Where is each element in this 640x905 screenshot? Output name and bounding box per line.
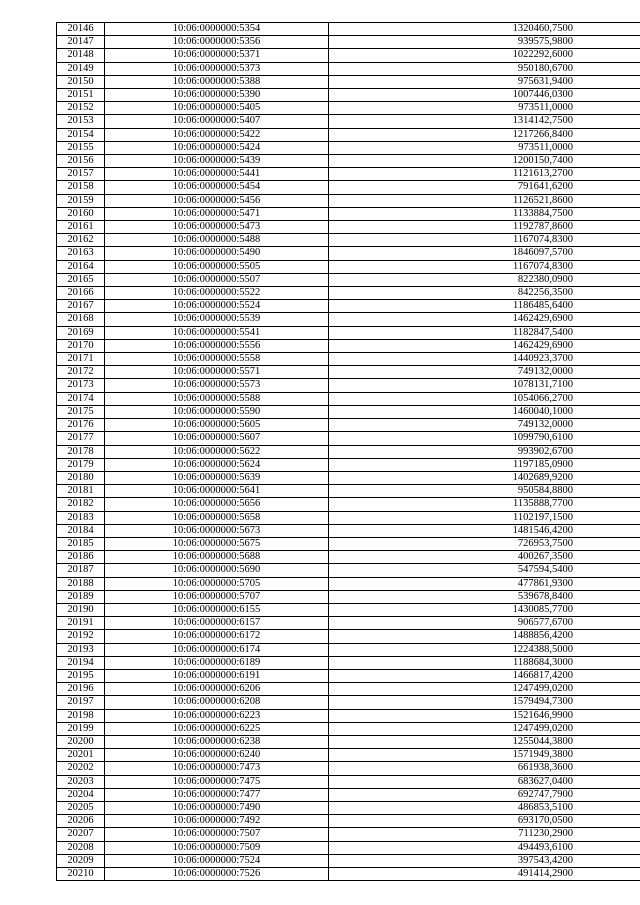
- value-cell: 1402689,9200: [329, 471, 640, 484]
- row-number-cell: 20168: [57, 313, 105, 326]
- row-number-cell: 20201: [57, 749, 105, 762]
- cadastral-number-cell: 10:06:0000000:5388: [105, 75, 329, 88]
- value-cell: 1224388,5000: [329, 643, 640, 656]
- value-cell: 1571949,3800: [329, 749, 640, 762]
- table-body: [57, 23, 640, 881]
- row-number-cell: 20205: [57, 801, 105, 814]
- row-number-cell: 20149: [57, 62, 105, 75]
- value-cell: 711230,2900: [329, 828, 640, 841]
- table-row: [57, 841, 640, 854]
- value-cell: 939575,9800: [329, 36, 640, 49]
- cadastral-number-cell: 10:06:0000000:6208: [105, 696, 329, 709]
- table-row: [57, 854, 640, 867]
- row-number-cell: 20146: [57, 23, 105, 36]
- cadastral-number-cell: 10:06:0000000:5539: [105, 313, 329, 326]
- table-row: [57, 339, 640, 352]
- row-number-cell: 20178: [57, 445, 105, 458]
- cadastral-number-cell: 10:06:0000000:5571: [105, 366, 329, 379]
- table-row: [57, 234, 640, 247]
- table-row: [57, 643, 640, 656]
- row-number-cell: 20190: [57, 603, 105, 616]
- cadastral-number-cell: 10:06:0000000:6240: [105, 749, 329, 762]
- value-cell: 1121613,2700: [329, 168, 640, 181]
- cadastral-number-cell: 10:06:0000000:5354: [105, 23, 329, 36]
- table-row: [57, 722, 640, 735]
- cadastral-number-cell: 10:06:0000000:7526: [105, 868, 329, 881]
- value-cell: 1481546,4200: [329, 524, 640, 537]
- table-row: [57, 603, 640, 616]
- row-number-cell: 20154: [57, 128, 105, 141]
- table-row: [57, 366, 640, 379]
- cadastral-number-cell: 10:06:0000000:5505: [105, 260, 329, 273]
- table-row: [57, 511, 640, 524]
- table-row: [57, 630, 640, 643]
- cadastral-number-cell: 10:06:0000000:5522: [105, 287, 329, 300]
- table-row: [57, 709, 640, 722]
- value-cell: 397543,4200: [329, 854, 640, 867]
- row-number-cell: 20189: [57, 590, 105, 603]
- row-number-cell: 20197: [57, 696, 105, 709]
- value-cell: 1197185,0900: [329, 458, 640, 471]
- value-cell: 400267,3500: [329, 551, 640, 564]
- table-row: [57, 749, 640, 762]
- table-row: [57, 194, 640, 207]
- table-row: [57, 762, 640, 775]
- value-cell: 906577,6700: [329, 617, 640, 630]
- table-row: [57, 75, 640, 88]
- value-cell: 726953,7500: [329, 537, 640, 550]
- cadastral-number-cell: 10:06:0000000:6155: [105, 603, 329, 616]
- value-cell: 1167074,8300: [329, 260, 640, 273]
- value-cell: 1430085,7700: [329, 603, 640, 616]
- table-row: [57, 23, 640, 36]
- value-cell: 975631,9400: [329, 75, 640, 88]
- row-number-cell: 20195: [57, 669, 105, 682]
- row-number-cell: 20180: [57, 471, 105, 484]
- row-number-cell: 20177: [57, 432, 105, 445]
- table-row: [57, 828, 640, 841]
- value-cell: 1846097,5700: [329, 247, 640, 260]
- cadastral-number-cell: 10:06:0000000:5673: [105, 524, 329, 537]
- row-number-cell: 20191: [57, 617, 105, 630]
- value-cell: 661938,3600: [329, 762, 640, 775]
- value-cell: 1200150,7400: [329, 155, 640, 168]
- value-cell: 1022292,6000: [329, 49, 640, 62]
- table-row: [57, 379, 640, 392]
- row-number-cell: 20182: [57, 498, 105, 511]
- cadastral-number-cell: 10:06:0000000:5590: [105, 405, 329, 418]
- cadastral-number-cell: 10:06:0000000:6157: [105, 617, 329, 630]
- row-number-cell: 20192: [57, 630, 105, 643]
- row-number-cell: 20176: [57, 419, 105, 432]
- row-number-cell: 20173: [57, 379, 105, 392]
- table-row: [57, 300, 640, 313]
- value-cell: 1099790,6100: [329, 432, 640, 445]
- cadastral-number-cell: 10:06:0000000:5488: [105, 234, 329, 247]
- cadastral-number-cell: 10:06:0000000:5658: [105, 511, 329, 524]
- cadastral-number-cell: 10:06:0000000:5705: [105, 577, 329, 590]
- value-cell: 1255044,3800: [329, 735, 640, 748]
- row-number-cell: 20161: [57, 221, 105, 234]
- row-number-cell: 20152: [57, 102, 105, 115]
- row-number-cell: 20159: [57, 194, 105, 207]
- row-number-cell: 20206: [57, 815, 105, 828]
- cadastral-number-cell: 10:06:0000000:5573: [105, 379, 329, 392]
- row-number-cell: 20202: [57, 762, 105, 775]
- value-cell: 692747,7900: [329, 788, 640, 801]
- cadastral-number-cell: 10:06:0000000:6223: [105, 709, 329, 722]
- cadastral-number-cell: 10:06:0000000:5441: [105, 168, 329, 181]
- row-number-cell: 20147: [57, 36, 105, 49]
- row-number-cell: 20156: [57, 155, 105, 168]
- cadastral-number-cell: 10:06:0000000:5373: [105, 62, 329, 75]
- table-row: [57, 141, 640, 154]
- row-number-cell: 20207: [57, 828, 105, 841]
- table-row: [57, 419, 640, 432]
- value-cell: 1182847,5400: [329, 326, 640, 339]
- value-cell: 1462429,6900: [329, 339, 640, 352]
- cadastral-number-cell: 10:06:0000000:5622: [105, 445, 329, 458]
- value-cell: 1521646,9900: [329, 709, 640, 722]
- cadastral-number-cell: 10:06:0000000:7475: [105, 775, 329, 788]
- value-cell: 477861,9300: [329, 577, 640, 590]
- row-number-cell: 20158: [57, 181, 105, 194]
- cadastral-number-cell: 10:06:0000000:5524: [105, 300, 329, 313]
- table-row: [57, 656, 640, 669]
- table-row: [57, 775, 640, 788]
- table-row: [57, 89, 640, 102]
- row-number-cell: 20170: [57, 339, 105, 352]
- value-cell: 842256,3500: [329, 287, 640, 300]
- row-number-cell: 20157: [57, 168, 105, 181]
- table-row: [57, 445, 640, 458]
- table-row: [57, 260, 640, 273]
- row-number-cell: 20199: [57, 722, 105, 735]
- cadastral-number-cell: 10:06:0000000:5656: [105, 498, 329, 511]
- table-row: [57, 36, 640, 49]
- row-number-cell: 20184: [57, 524, 105, 537]
- value-cell: 822380,0900: [329, 273, 640, 286]
- cadastral-number-cell: 10:06:0000000:7473: [105, 762, 329, 775]
- value-cell: 950180,6700: [329, 62, 640, 75]
- row-number-cell: 20172: [57, 366, 105, 379]
- cadastral-number-cell: 10:06:0000000:5471: [105, 207, 329, 220]
- row-number-cell: 20169: [57, 326, 105, 339]
- row-number-cell: 20174: [57, 392, 105, 405]
- value-cell: 1320460,7500: [329, 23, 640, 36]
- value-cell: 1007446,0300: [329, 89, 640, 102]
- table-row: [57, 577, 640, 590]
- table-row: [57, 405, 640, 418]
- table-row: [57, 313, 640, 326]
- value-cell: 693170,0500: [329, 815, 640, 828]
- value-cell: 1247499,0200: [329, 683, 640, 696]
- row-number-cell: 20209: [57, 854, 105, 867]
- cadastral-number-cell: 10:06:0000000:5356: [105, 36, 329, 49]
- value-cell: 1217266,8400: [329, 128, 640, 141]
- row-number-cell: 20162: [57, 234, 105, 247]
- value-cell: 749132,0000: [329, 419, 640, 432]
- row-number-cell: 20194: [57, 656, 105, 669]
- table-row: [57, 221, 640, 234]
- table-row: [57, 498, 640, 511]
- cadastral-number-cell: 10:06:0000000:5490: [105, 247, 329, 260]
- cadastral-number-cell: 10:06:0000000:5473: [105, 221, 329, 234]
- cadastral-number-cell: 10:06:0000000:5439: [105, 155, 329, 168]
- cadastral-number-cell: 10:06:0000000:6206: [105, 683, 329, 696]
- row-number-cell: 20185: [57, 537, 105, 550]
- table-row: [57, 326, 640, 339]
- value-cell: 1462429,6900: [329, 313, 640, 326]
- cadastral-number-cell: 10:06:0000000:6172: [105, 630, 329, 643]
- value-cell: 494493,6100: [329, 841, 640, 854]
- row-number-cell: 20179: [57, 458, 105, 471]
- row-number-cell: 20210: [57, 868, 105, 881]
- row-number-cell: 20153: [57, 115, 105, 128]
- value-cell: 539678,8400: [329, 590, 640, 603]
- row-number-cell: 20160: [57, 207, 105, 220]
- cadastral-number-cell: 10:06:0000000:5456: [105, 194, 329, 207]
- cadastral-number-cell: 10:06:0000000:5588: [105, 392, 329, 405]
- row-number-cell: 20193: [57, 643, 105, 656]
- value-cell: 749132,0000: [329, 366, 640, 379]
- cadastral-number-cell: 10:06:0000000:5641: [105, 485, 329, 498]
- value-cell: 1126521,8600: [329, 194, 640, 207]
- row-number-cell: 20165: [57, 273, 105, 286]
- row-number-cell: 20183: [57, 511, 105, 524]
- cadastral-number-cell: 10:06:0000000:7524: [105, 854, 329, 867]
- table-row: [57, 155, 640, 168]
- cadastral-number-cell: 10:06:0000000:5507: [105, 273, 329, 286]
- cadastral-number-cell: 10:06:0000000:5454: [105, 181, 329, 194]
- row-number-cell: 20167: [57, 300, 105, 313]
- value-cell: 1440923,3700: [329, 353, 640, 366]
- value-cell: 1133884,7500: [329, 207, 640, 220]
- cadastral-number-cell: 10:06:0000000:6238: [105, 735, 329, 748]
- value-cell: 1488856,4200: [329, 630, 640, 643]
- value-cell: 993902,6700: [329, 445, 640, 458]
- row-number-cell: 20164: [57, 260, 105, 273]
- table-row: [57, 669, 640, 682]
- row-number-cell: 20208: [57, 841, 105, 854]
- cadastral-number-cell: 10:06:0000000:6191: [105, 669, 329, 682]
- row-number-cell: 20200: [57, 735, 105, 748]
- row-number-cell: 20198: [57, 709, 105, 722]
- row-number-cell: 20181: [57, 485, 105, 498]
- table-row: [57, 617, 640, 630]
- table-row: [57, 207, 640, 220]
- cadastral-number-cell: 10:06:0000000:5424: [105, 141, 329, 154]
- cadastral-number-cell: 10:06:0000000:5541: [105, 326, 329, 339]
- table-row: [57, 590, 640, 603]
- value-cell: 1167074,8300: [329, 234, 640, 247]
- table-row: [57, 564, 640, 577]
- table-row: [57, 471, 640, 484]
- value-cell: 1054066,2700: [329, 392, 640, 405]
- table-row: [57, 168, 640, 181]
- table-row: [57, 432, 640, 445]
- value-cell: 1135888,7700: [329, 498, 640, 511]
- cadastral-number-cell: 10:06:0000000:6225: [105, 722, 329, 735]
- cadastral-number-cell: 10:06:0000000:5422: [105, 128, 329, 141]
- table-row: [57, 247, 640, 260]
- row-number-cell: 20166: [57, 287, 105, 300]
- cadastral-number-cell: 10:06:0000000:5639: [105, 471, 329, 484]
- value-cell: 486853,5100: [329, 801, 640, 814]
- row-number-cell: 20155: [57, 141, 105, 154]
- row-number-cell: 20203: [57, 775, 105, 788]
- value-cell: 1314142,7500: [329, 115, 640, 128]
- table-row: [57, 128, 640, 141]
- value-cell: 1466817,4200: [329, 669, 640, 682]
- row-number-cell: 20186: [57, 551, 105, 564]
- table-row: [57, 696, 640, 709]
- value-cell: 973511,0000: [329, 141, 640, 154]
- cadastral-number-cell: 10:06:0000000:5556: [105, 339, 329, 352]
- table-row: [57, 181, 640, 194]
- cadastral-number-cell: 10:06:0000000:6174: [105, 643, 329, 656]
- cadastral-number-cell: 10:06:0000000:5371: [105, 49, 329, 62]
- cadastral-number-cell: 10:06:0000000:5605: [105, 419, 329, 432]
- value-cell: 791641,6200: [329, 181, 640, 194]
- value-cell: 491414,2900: [329, 868, 640, 881]
- cadastral-number-cell: 10:06:0000000:5675: [105, 537, 329, 550]
- cadastral-number-cell: 10:06:0000000:5558: [105, 353, 329, 366]
- table-row: [57, 287, 640, 300]
- table-row: [57, 788, 640, 801]
- row-number-cell: 20151: [57, 89, 105, 102]
- cadastral-number-cell: 10:06:0000000:5690: [105, 564, 329, 577]
- row-number-cell: 20150: [57, 75, 105, 88]
- table-row: [57, 62, 640, 75]
- value-cell: 973511,0000: [329, 102, 640, 115]
- table-row: [57, 801, 640, 814]
- data-table: [56, 22, 640, 881]
- row-number-cell: 20187: [57, 564, 105, 577]
- value-cell: 950584,8800: [329, 485, 640, 498]
- cadastral-number-cell: 10:06:0000000:7490: [105, 801, 329, 814]
- table-row: [57, 868, 640, 881]
- row-number-cell: 20196: [57, 683, 105, 696]
- table-row: [57, 683, 640, 696]
- table-row: [57, 537, 640, 550]
- value-cell: 1078131,7100: [329, 379, 640, 392]
- cadastral-number-cell: 10:06:0000000:5405: [105, 102, 329, 115]
- value-cell: 1188684,3000: [329, 656, 640, 669]
- row-number-cell: 20188: [57, 577, 105, 590]
- cadastral-number-cell: 10:06:0000000:5407: [105, 115, 329, 128]
- row-number-cell: 20171: [57, 353, 105, 366]
- cadastral-number-cell: 10:06:0000000:5624: [105, 458, 329, 471]
- cadastral-number-cell: 10:06:0000000:5688: [105, 551, 329, 564]
- cadastral-number-cell: 10:06:0000000:6189: [105, 656, 329, 669]
- table-row: [57, 551, 640, 564]
- table-row: [57, 273, 640, 286]
- table-row: [57, 115, 640, 128]
- value-cell: 1186485,6400: [329, 300, 640, 313]
- value-cell: 1579494,7300: [329, 696, 640, 709]
- table-row: [57, 353, 640, 366]
- row-number-cell: 20175: [57, 405, 105, 418]
- table-row: [57, 458, 640, 471]
- table-row: [57, 735, 640, 748]
- cadastral-number-cell: 10:06:0000000:7509: [105, 841, 329, 854]
- row-number-cell: 20204: [57, 788, 105, 801]
- table-row: [57, 392, 640, 405]
- table-row: [57, 524, 640, 537]
- value-cell: 1460040,1000: [329, 405, 640, 418]
- value-cell: 683627,0400: [329, 775, 640, 788]
- value-cell: 1192787,8600: [329, 221, 640, 234]
- value-cell: 547594,5400: [329, 564, 640, 577]
- cadastral-number-cell: 10:06:0000000:7507: [105, 828, 329, 841]
- cadastral-number-cell: 10:06:0000000:5707: [105, 590, 329, 603]
- value-cell: 1102197,1500: [329, 511, 640, 524]
- row-number-cell: 20148: [57, 49, 105, 62]
- cadastral-number-cell: 10:06:0000000:5390: [105, 89, 329, 102]
- cadastral-number-cell: 10:06:0000000:7477: [105, 788, 329, 801]
- cadastral-number-cell: 10:06:0000000:7492: [105, 815, 329, 828]
- table-row: [57, 102, 640, 115]
- table-row: [57, 815, 640, 828]
- table-row: [57, 485, 640, 498]
- row-number-cell: 20163: [57, 247, 105, 260]
- table-row: [57, 49, 640, 62]
- value-cell: 1247499,0200: [329, 722, 640, 735]
- cadastral-number-cell: 10:06:0000000:5607: [105, 432, 329, 445]
